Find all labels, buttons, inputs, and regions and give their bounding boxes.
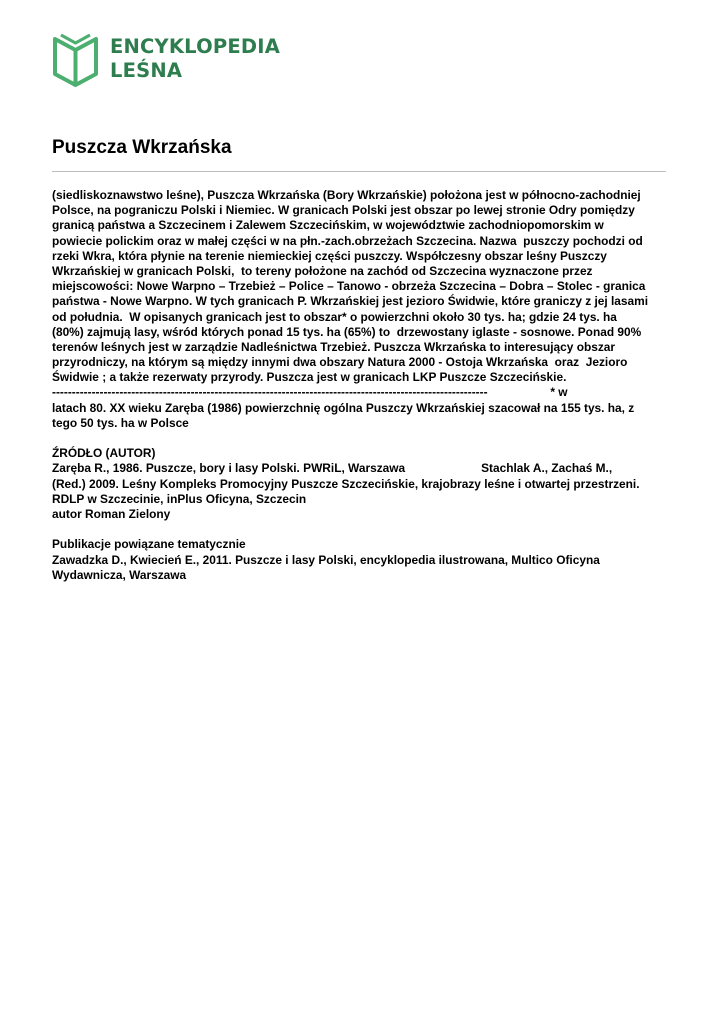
body-line: od południa. W opisanych granicach jest to obszar* o powierzchni około 30 tys. ha; gdzie 24 tys. ha <box>52 309 617 324</box>
source-line: Zaręba R., 1986. Puszcze, bory i lasy Polski. PWRiL, Warszawa Stachlak A., Zachaś M., <box>52 461 613 476</box>
footnote-separator-line: -------------------------------------------------------------------------------------------------------------- * w <box>52 385 568 400</box>
source-author: autor Roman Zielony <box>52 506 171 521</box>
source-line: RDLP w Szczecinie, inPlus Oficyna, Szczecin <box>52 491 307 506</box>
article-body <box>52 188 666 431</box>
page-title: Puszcza Wkrzańska <box>52 137 232 158</box>
related-line: Zawadzka D., Kwiecień E., 2011. Puszcze i lasy Polski, encyklopedia ilustrowana, Multico Oficyna <box>52 552 600 567</box>
related-heading: Publikacje powiązane tematycznie <box>52 537 246 552</box>
footnote-line: tego 50 tys. ha w Polsce <box>52 415 189 430</box>
section-gap <box>52 522 666 537</box>
body-line: Wkrzańskiej w granicach Polski, to tereny położone na zachód od Szczecina wyznaczone przez <box>52 263 593 278</box>
related-line: Wydawnicza, Warszawa <box>52 567 187 582</box>
body-line: państwa - Nowe Warpno. W tych granicach P. Wkrzańskiej jest jezioro Świdwie, które graniczy z jej lasami <box>52 294 649 309</box>
body-line: (80%) zajmują lasy, wśród których ponad 15 tys. ha (65%) to drzewostany iglaste - sosnowe. Ponad 90% <box>52 324 642 339</box>
body-line: powiecie polickim oraz w małej części w na płn.-zach.obrzeżach Szczecina. Nazwa puszczy pochodzi od <box>52 233 643 248</box>
body-line: Świdwie ; a także rezerwaty przyrody. Puszcza jest w granicach LKP Puszcze Szczecińskie. <box>52 370 567 385</box>
section-gap <box>52 431 666 446</box>
body-line: terenów leśnych jest w zarządzie Nadleśnictwa Trzebież. Puszcza Wkrzańska to interesujący obszar <box>52 339 616 354</box>
logo-wordmark <box>110 35 280 83</box>
source-heading: ŹRÓDŁO (AUTOR) <box>52 446 156 461</box>
body-line: granicą państwa a Szczecinem i Zalewem Szczecińskim, w województwie zachodniopomorskim w <box>52 218 604 233</box>
related-publications-section <box>52 537 666 583</box>
body-line: miejscowości: Nowe Warpno – Trzebież – Police – Tanowo - obrzeża Szczecina – Dobra – Stolec - granica <box>52 279 646 294</box>
logo-line-1: ENCYKLOPEDIA <box>110 35 281 58</box>
body-line: (siedliskoznawstwo leśne), Puszcza Wkrzańska (Bory Wkrzańskie) położona jest w północno-zachodniej <box>52 188 641 202</box>
open-book-icon <box>52 33 99 87</box>
site-logo[interactable] <box>52 33 280 89</box>
body-line: przyrodniczy, na którym są między innymi dwa obszary Natura 2000 - Ostoja Wkrzańska oraz Jezioro <box>52 355 628 370</box>
body-line: Polsce, na pograniczu Polski i Niemiec. W granicach Polski jest obszar po lewej stronie Odry pomiędzy <box>52 203 635 218</box>
footnote-line: latach 80. XX wieku Zaręba (1986) powierzchnię ogólna Puszczy Wkrzańskiej szacował na 155 tys. ha, z <box>52 400 635 415</box>
source-line: (Red.) 2009. Leśny Kompleks Promocyjny Puszcze Szczecińskie, krajobrazy leśne i otwartej przestrzeni. <box>52 476 640 491</box>
source-section <box>52 446 666 522</box>
logo-line-2: LEŚNA <box>110 59 183 82</box>
article-content <box>52 188 666 583</box>
body-line: rzeki Wkra, która płynie na terenie niemieckiej części puszczy. Współczesny obszar leśny Puszczy <box>52 248 607 263</box>
title-divider <box>52 171 666 172</box>
